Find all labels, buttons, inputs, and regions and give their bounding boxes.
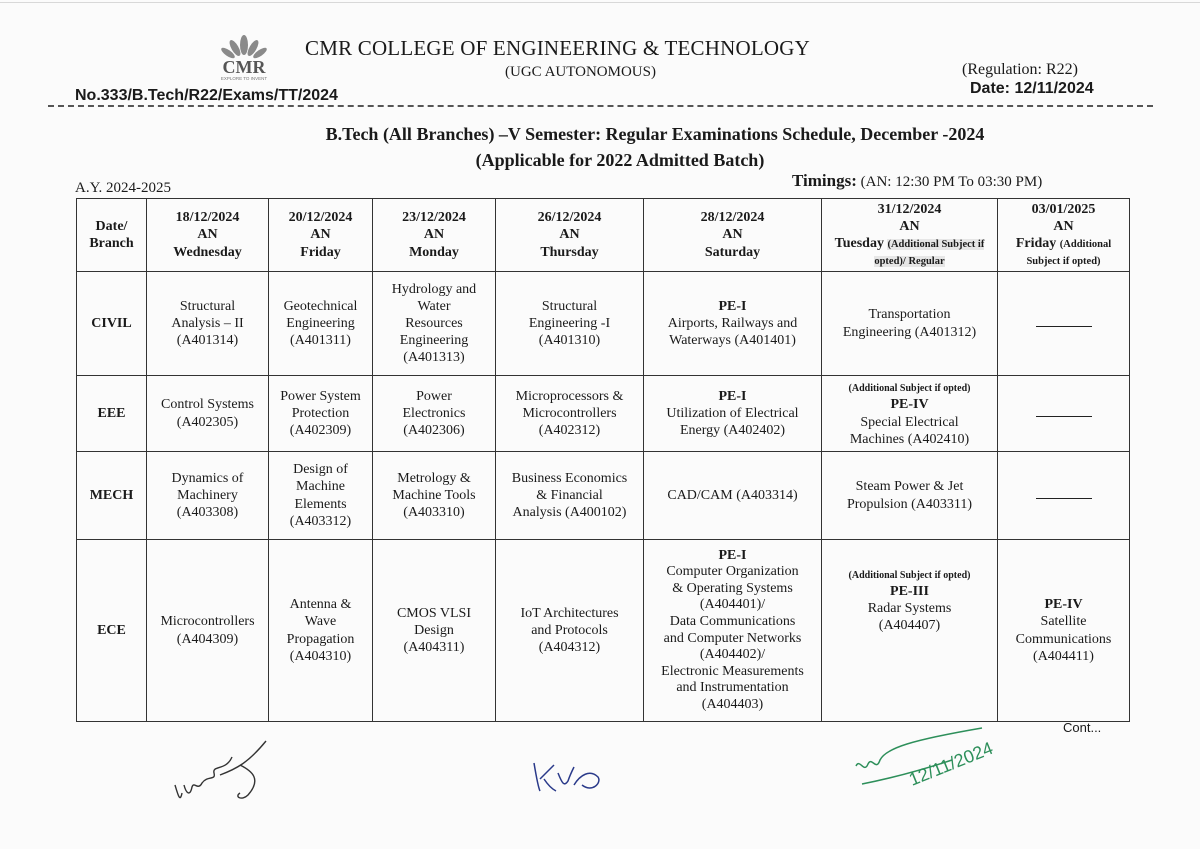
column-header: 23/12/2024 AN Monday (373, 199, 496, 272)
table-row-mech (77, 452, 1130, 540)
subject-cell: Structural Analysis – II (A401314) (147, 272, 269, 376)
subject-cell: PE-IV Satellite Communications (A404411) (998, 540, 1130, 722)
subject-cell: Power System Protection (A402309) (269, 376, 373, 452)
branch-cell: MECH (77, 452, 147, 540)
exam-timings (792, 171, 1042, 191)
svg-text:CMR: CMR (222, 57, 266, 77)
notice-date: Date: 12/11/2024 (970, 80, 1094, 97)
subject-cell: Microcontrollers (A404309) (147, 540, 269, 722)
subject-cell: CMOS VLSI Design (A404311) (373, 540, 496, 722)
timings-label: Timings: (792, 171, 857, 190)
table-row-eee (77, 376, 1130, 452)
column-header: 20/12/2024 AN Friday (269, 199, 373, 272)
column-header: 28/12/2024 AN Saturday (644, 199, 822, 272)
subject-cell: CAD/CAM (A403314) (644, 452, 822, 540)
subject-cell: Structural Engineering -I (A401310) (496, 272, 644, 376)
subject-cell: Control Systems (A402305) (147, 376, 269, 452)
branch-cell: CIVIL (77, 272, 147, 376)
schedule-subtitle: (Applicable for 2022 Admitted Batch) (475, 150, 765, 170)
timings-value: (AN: 12:30 PM To 03:30 PM) (860, 174, 1043, 190)
college-name: CMR COLLEGE OF ENGINEERING & TECHNOLOGY (305, 36, 810, 60)
reference-number: No.333/B.Tech/R22/Exams/TT/2024 (75, 87, 338, 104)
subject-cell: PE-I Computer Organization & Operating Systems (A404401)/ Data Communications and Computer Networks (A404402)/ Electronic Measurements and Instrumentation (A404403) (644, 540, 822, 722)
subject-cell: PE-I Airports, Railways and Waterways (A401401) (644, 272, 822, 376)
empty-cell (998, 452, 1130, 540)
subject-cell: Design of Machine Elements (A403312) (269, 452, 373, 540)
column-header: 26/12/2024 AN Thursday (496, 199, 644, 272)
table-row-civil (77, 272, 1130, 376)
subject-cell: (Additional Subject if opted) PE-III Radar Systems (A404407) (822, 540, 998, 722)
subject-cell: Business Economics & Financial Analysis (A400102) (496, 452, 644, 540)
table-row-ece (77, 540, 1130, 722)
signature-2 (528, 755, 608, 800)
subject-cell: Hydrology and Water Resources Engineering (A401313) (373, 272, 496, 376)
subject-cell: IoT Architectures and Protocols (A404312) (496, 540, 644, 722)
schedule-title: B.Tech (All Branches) –V Semester: Regular Examinations Schedule, December -2024 (325, 124, 985, 144)
exam-schedule-table (76, 198, 1130, 722)
subject-cell: (Additional Subject if opted) PE-IV Special Electrical Machines (A402410) (822, 376, 998, 452)
column-header: 03/01/2025 AN Friday (Additional Subject if opted) (998, 199, 1130, 272)
subject-cell: Transportation Engineering (A401312) (822, 272, 998, 376)
no-exam-dash (1036, 326, 1092, 327)
no-exam-dash (1036, 498, 1092, 499)
subject-cell: Dynamics of Machinery (A403308) (147, 452, 269, 540)
subject-cell: Microprocessors & Microcontrollers (A402312) (496, 376, 644, 452)
top-edge-line (0, 2, 1200, 3)
empty-cell (998, 272, 1130, 376)
subject-cell: PE-I Utilization of Electrical Energy (A402402) (644, 376, 822, 452)
academic-year: A.Y. 2024-2025 (75, 180, 171, 196)
cmr-logo (204, 33, 284, 81)
corner-header: Date/ Branch (77, 199, 147, 272)
regulation-label: (Regulation: R22) (962, 61, 1078, 78)
branch-cell: ECE (77, 540, 147, 722)
signature-date: 12/11/2024 (906, 737, 996, 790)
table-header-row (77, 199, 1130, 272)
column-header: 18/12/2024 AN Wednesday (147, 199, 269, 272)
subject-cell: Steam Power & Jet Propulsion (A403311) (822, 452, 998, 540)
continued-label: Cont... (1063, 720, 1102, 735)
subject-cell: Metrology & Machine Tools (A403310) (373, 452, 496, 540)
header-divider (48, 105, 1153, 107)
signature-1 (170, 735, 290, 805)
empty-cell (998, 376, 1130, 452)
subject-cell: Geotechnical Engineering (A401311) (269, 272, 373, 376)
branch-cell: EEE (77, 376, 147, 452)
subject-cell: Antenna & Wave Propagation (A404310) (269, 540, 373, 722)
svg-text:EXPLORE TO INVENT: EXPLORE TO INVENT (220, 76, 268, 81)
autonomous-label: (UGC AUTONOMOUS) (505, 64, 656, 80)
subject-cell: Power Electronics (A402306) (373, 376, 496, 452)
signature-3 (852, 722, 1012, 802)
column-header: 31/12/2024 AN Tuesday (Additional Subject if opted)/ Regular (822, 199, 998, 272)
no-exam-dash (1036, 416, 1092, 417)
